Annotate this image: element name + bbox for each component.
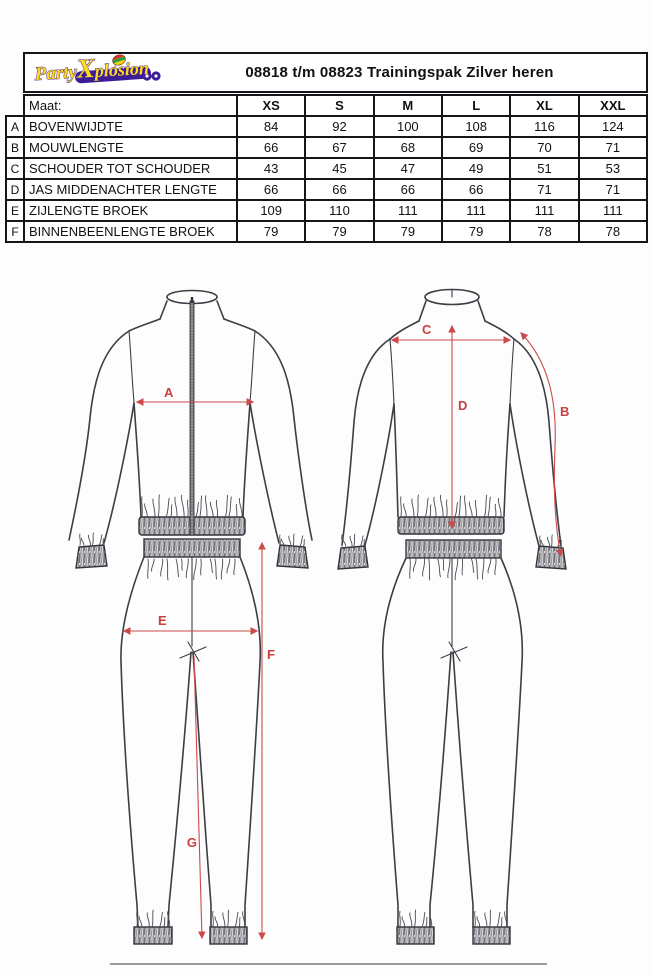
table-value: 66 [238, 138, 304, 157]
gather-front-left-cuff [80, 533, 104, 545]
table-value: 124 [580, 117, 646, 136]
table-value: 111 [375, 201, 441, 220]
col-header-s: S [306, 96, 372, 115]
brand-logo [25, 53, 173, 92]
table-value: 116 [511, 117, 577, 136]
zipper [190, 297, 194, 535]
measure-label-F: F [267, 647, 275, 662]
table-value: 66 [306, 180, 372, 199]
col-header-m: M [375, 96, 441, 115]
table-value: 66 [238, 180, 304, 199]
page-title: 08818 t/m 08823 Trainingspak Zilver heren [245, 64, 554, 81]
row-letter: B [7, 138, 23, 157]
table-value: 78 [511, 222, 577, 241]
measure-D [452, 326, 467, 528]
header [23, 52, 648, 93]
measure-label-G: G [186, 835, 197, 850]
table-value: 111 [580, 201, 646, 220]
table-value: 111 [443, 201, 509, 220]
row-label: BINNENBEENLENGTE BROEK [25, 222, 236, 241]
table-value: 92 [306, 117, 372, 136]
table-value: 47 [375, 159, 441, 178]
back-view [338, 290, 569, 945]
measure-A [137, 385, 253, 402]
table-value: 67 [306, 138, 372, 157]
table-value: 79 [306, 222, 372, 241]
gather-front-right-ankle [213, 910, 245, 926]
row-label: JAS MIDDENACHTER LENGTE [25, 180, 236, 199]
logo-text-x: X [75, 53, 96, 84]
measure-G [187, 656, 202, 938]
row-letter: F [7, 222, 23, 241]
size-table [23, 94, 648, 243]
measure-label-E: E [158, 613, 167, 628]
gather-back-hem [401, 495, 501, 516]
partyxplosion-logo [33, 53, 165, 87]
table-value: 108 [443, 117, 509, 136]
measure-label-C: C [422, 322, 432, 337]
table-value: 100 [375, 117, 441, 136]
row-letter: A [7, 117, 23, 136]
table-value: 79 [238, 222, 304, 241]
gather-front-left-ankle [137, 910, 170, 926]
jacket-front [69, 291, 312, 569]
table-value: 51 [511, 159, 577, 178]
measure-label-A: A [164, 385, 174, 400]
row-label: BOVENWIJDTE [25, 117, 236, 136]
col-header-xl: XL [511, 96, 577, 115]
pants-back [383, 540, 523, 944]
logo-text [33, 53, 149, 86]
col-header-l: L [443, 96, 509, 115]
pants-front [121, 539, 260, 944]
gather-back-waistband [410, 559, 496, 580]
col-header-xs: XS [238, 96, 304, 115]
measure-label-D: D [458, 398, 468, 413]
table-value: 71 [511, 180, 577, 199]
measure-F [262, 543, 275, 939]
table-value: 66 [375, 180, 441, 199]
table-value: 78 [580, 222, 646, 241]
row-letter: D [7, 180, 23, 199]
row-letter: E [7, 201, 23, 220]
table-value: 84 [238, 117, 304, 136]
row-label: SCHOUDER TOT SCHOUDER [25, 159, 236, 178]
table-value: 45 [306, 159, 372, 178]
tracksuit-diagram [0, 260, 650, 976]
row-label: ZIJLENGTE BROEK [25, 201, 236, 220]
table-value: 70 [511, 138, 577, 157]
table-value: 53 [580, 159, 646, 178]
row-letter: C [7, 159, 23, 178]
table-value: 110 [306, 201, 372, 220]
table-value: 111 [511, 201, 577, 220]
table-value: 71 [580, 180, 646, 199]
col-header-xxl: XXL [580, 96, 646, 115]
table-value: 109 [238, 201, 304, 220]
measure-label-B: B [560, 404, 570, 419]
gather-back-right-ankle [475, 910, 507, 926]
row-letter-column [5, 115, 25, 243]
table-value: 43 [238, 159, 304, 178]
gather-back-left-ankle [400, 910, 432, 926]
measure-E [124, 613, 257, 631]
size-table-corner: Maat: [25, 96, 236, 115]
front-view [69, 291, 312, 945]
table-value: 79 [443, 222, 509, 241]
table-value: 71 [580, 138, 646, 157]
gather-back-left-cuff [342, 534, 365, 546]
page-bottom-rule [110, 963, 547, 965]
table-value: 49 [443, 159, 509, 178]
gather-front-right-cuff [280, 534, 305, 546]
table-value: 66 [443, 180, 509, 199]
logo-text-party: Party [34, 61, 78, 85]
measure-B [521, 333, 569, 556]
table-value: 79 [375, 222, 441, 241]
row-label: MOUWLENGTE [25, 138, 236, 157]
table-value: 68 [375, 138, 441, 157]
gather-front-waistband [148, 559, 235, 580]
table-value: 69 [443, 138, 509, 157]
logo-text-plosion: plosion [94, 58, 150, 81]
